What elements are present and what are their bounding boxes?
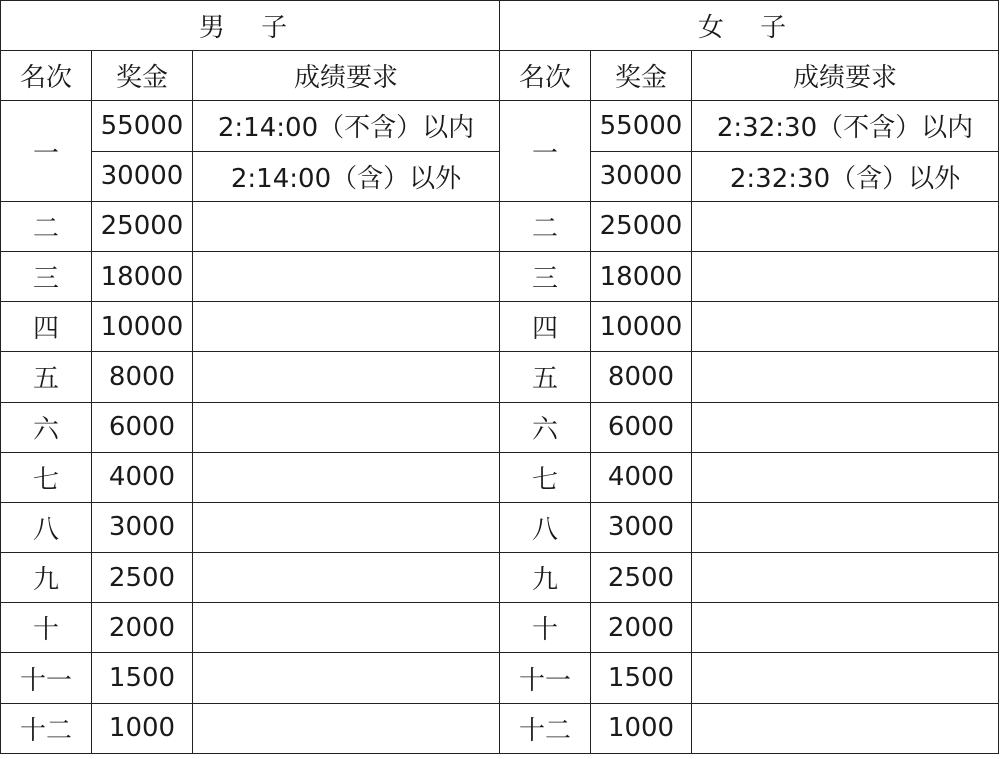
men-rank-cell: 十	[1, 603, 92, 653]
men-prize-cell: 1500	[92, 653, 193, 703]
women-rank-cell: 十一	[500, 653, 591, 703]
women-requirement-cell	[692, 201, 999, 251]
men-prize-cell: 10000	[92, 302, 193, 352]
women-rank-cell: 十	[500, 603, 591, 653]
table-row	[1, 452, 999, 502]
men-requirement-cell: 2:14:00（含）以外	[193, 151, 500, 201]
women-requirement-cell	[692, 302, 999, 352]
men-rank-cell: 三	[1, 251, 92, 301]
table-row	[1, 502, 999, 552]
women-section-title: 女 子	[500, 1, 999, 51]
men-requirement-cell	[193, 553, 500, 603]
men-rank-cell: 七	[1, 452, 92, 502]
women-requirement-cell	[692, 653, 999, 703]
women-rank-cell: 六	[500, 402, 591, 452]
women-requirement-cell: 2:32:30（不含）以内	[692, 101, 999, 151]
women-prize-cell: 30000	[591, 151, 692, 201]
men-requirement-cell	[193, 653, 500, 703]
women-rank-cell: 三	[500, 251, 591, 301]
men-rank-cell: 九	[1, 553, 92, 603]
women-prize-cell: 3000	[591, 502, 692, 552]
women-prize-header: 奖金	[591, 51, 692, 101]
men-rank-cell: 一	[1, 101, 92, 201]
men-prize-cell: 2000	[92, 603, 193, 653]
men-prize-cell: 25000	[92, 201, 193, 251]
men-rank-cell: 四	[1, 302, 92, 352]
women-requirement-cell	[692, 251, 999, 301]
women-requirement-cell	[692, 553, 999, 603]
women-rank-cell: 七	[500, 452, 591, 502]
women-rank-cell: 十二	[500, 703, 591, 753]
women-rank-cell: 一	[500, 101, 591, 201]
men-requirement-cell	[193, 302, 500, 352]
men-prize-cell: 18000	[92, 251, 193, 301]
women-requirement-cell	[692, 352, 999, 402]
men-prize-cell: 30000	[92, 151, 193, 201]
women-prize-cell: 1000	[591, 703, 692, 753]
men-prize-cell: 3000	[92, 502, 193, 552]
men-prize-cell: 6000	[92, 402, 193, 452]
men-requirement-cell	[193, 703, 500, 753]
women-prize-cell: 2000	[591, 603, 692, 653]
men-requirement-cell	[193, 452, 500, 502]
women-prize-cell: 10000	[591, 302, 692, 352]
men-rank-cell: 十一	[1, 653, 92, 703]
women-rank-cell: 四	[500, 302, 591, 352]
men-requirement-cell	[193, 352, 500, 402]
table-row	[1, 101, 999, 151]
women-requirement-cell	[692, 452, 999, 502]
table-row	[1, 653, 999, 703]
women-requirement-cell: 2:32:30（含）以外	[692, 151, 999, 201]
women-requirement-cell	[692, 703, 999, 753]
women-rank-cell: 八	[500, 502, 591, 552]
women-requirement-header: 成绩要求	[692, 51, 999, 101]
men-rank-cell: 八	[1, 502, 92, 552]
women-rank-cell: 二	[500, 201, 591, 251]
men-prize-cell: 1000	[92, 703, 193, 753]
women-prize-cell: 1500	[591, 653, 692, 703]
women-prize-cell: 6000	[591, 402, 692, 452]
women-prize-cell: 55000	[591, 101, 692, 151]
women-prize-cell: 25000	[591, 201, 692, 251]
women-requirement-cell	[692, 402, 999, 452]
men-rank-cell: 五	[1, 352, 92, 402]
men-requirement-cell	[193, 251, 500, 301]
men-prize-header: 奖金	[92, 51, 193, 101]
men-rank-header: 名次	[1, 51, 92, 101]
men-rank-cell: 六	[1, 402, 92, 452]
table-row	[1, 251, 999, 301]
men-requirement-cell: 2:14:00（不含）以内	[193, 101, 500, 151]
men-requirement-header: 成绩要求	[193, 51, 500, 101]
section-header-row	[1, 1, 999, 51]
men-rank-cell: 十二	[1, 703, 92, 753]
men-prize-cell: 2500	[92, 553, 193, 603]
table-row	[1, 352, 999, 402]
column-header-row	[1, 51, 999, 101]
table-row	[1, 703, 999, 753]
table-row	[1, 553, 999, 603]
women-requirement-cell	[692, 603, 999, 653]
men-requirement-cell	[193, 201, 500, 251]
women-requirement-cell	[692, 502, 999, 552]
women-prize-cell: 4000	[591, 452, 692, 502]
table-row	[1, 302, 999, 352]
men-prize-cell: 4000	[92, 452, 193, 502]
women-rank-header: 名次	[500, 51, 591, 101]
women-prize-cell: 8000	[591, 352, 692, 402]
table-row	[1, 603, 999, 653]
women-rank-cell: 五	[500, 352, 591, 402]
men-requirement-cell	[193, 402, 500, 452]
women-rank-cell: 九	[500, 553, 591, 603]
men-prize-cell: 55000	[92, 101, 193, 151]
men-rank-cell: 二	[1, 201, 92, 251]
men-requirement-cell	[193, 502, 500, 552]
table-row	[1, 402, 999, 452]
women-prize-cell: 18000	[591, 251, 692, 301]
women-prize-cell: 2500	[591, 553, 692, 603]
men-requirement-cell	[193, 603, 500, 653]
table-row	[1, 201, 999, 251]
men-section-title: 男 子	[1, 1, 500, 51]
men-prize-cell: 8000	[92, 352, 193, 402]
